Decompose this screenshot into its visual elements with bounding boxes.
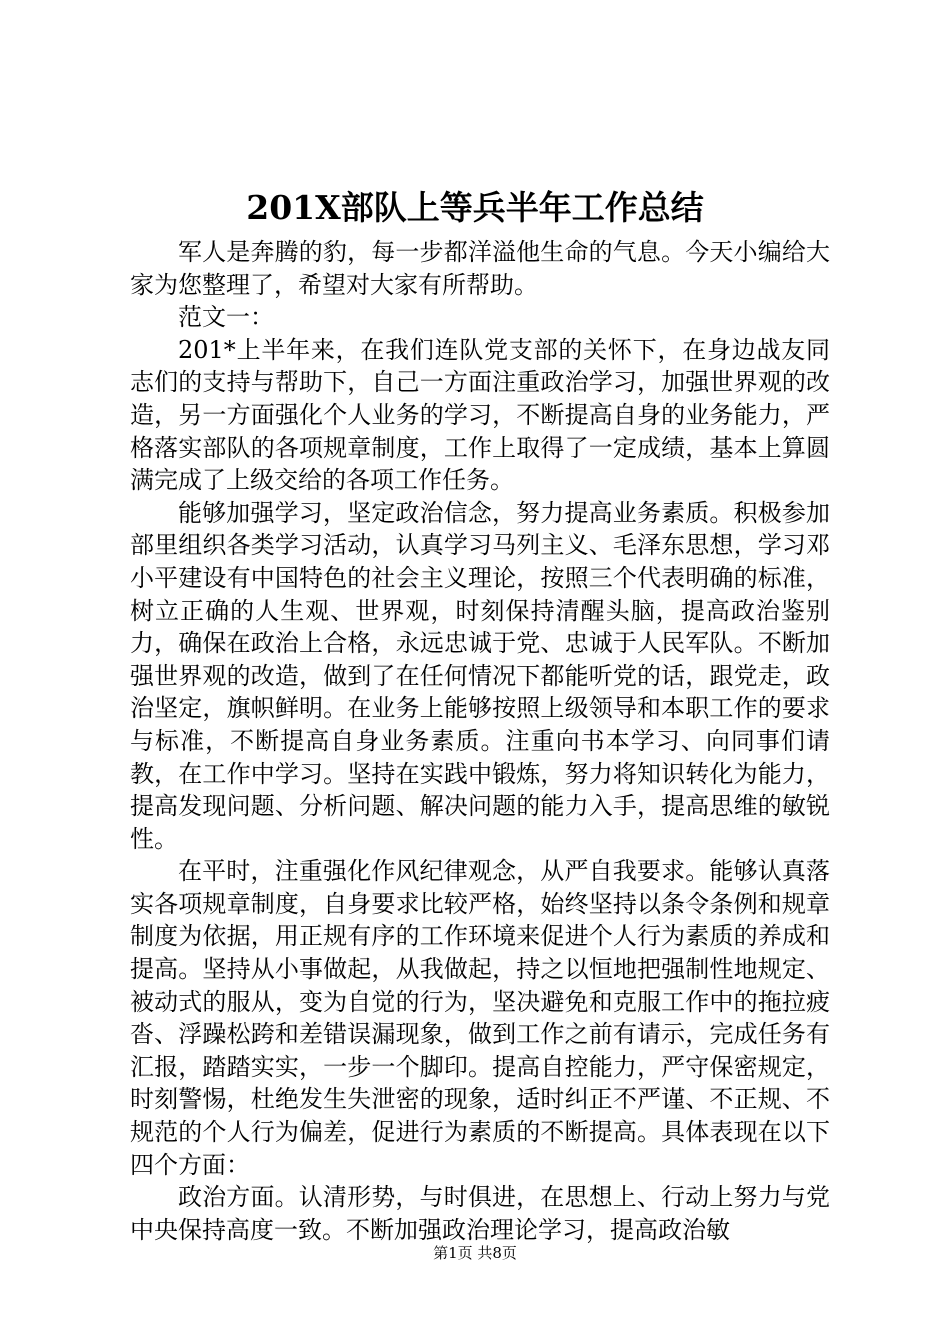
paragraph-politics: 政治方面。认清形势，与时俱进，在思想上、行动上努力与党中央保持高度一致。不断加强政治理论学习，提高政治敏 <box>130 1183 830 1244</box>
paragraph-sample-heading: 范文一： <box>178 303 274 332</box>
document-title: 201X部队上等兵半年工作总结 <box>246 188 704 227</box>
paragraph-study: 能够加强学习，坚定政治信念，努力提高业务素质。积极参加部里组织各类学习活动，认真学习马列主义、毛泽东思想，学习邓小平建设有中国特色的社会主义理论，按照三个代表明确的标准，树立正确的人生观、世界观，时刻保持清醒头脑，提高政治鉴别力，确保在政治上合格，永远忠诚于党、忠诚于人民军队。不断加强世界观的改造，做到了在任何情况下都能听党的话，跟党走，政治坚定，旗帜鲜明。在业务上能够按照上级领导和本职工作的要求与标准，不断提高自身业务素质。注重向书本学习、向同事们请教，在工作中学习。坚持在实践中锻炼，努力将知识转化为能力，提高发现问题、分析问题、解决问题的能力入手，提高思维的敏锐性。 <box>130 498 830 853</box>
page-number-footer: 第1页 共8页 <box>433 1244 517 1262</box>
document-body <box>130 236 830 1246</box>
paragraph-discipline: 在平时，注重强化作风纪律观念，从严自我要求。能够认真落实各项规章制度，自身要求比较严格，始终坚持以条令条例和规章制度为依据，用正规有序的工作环境来促进个人行为素质的养成和提高。坚持从小事做起，从我做起，持之以恒地把强制性地规定、被动式的服从，变为自觉的行为，坚决避免和克服工作中的拖拉疲沓、浮躁松跨和差错误漏现象，做到工作之前有请示，完成任务有汇报，踏踏实实，一步一个脚印。提高自控能力，严守保密规定，时刻警惕，杜绝发生失泄密的现象，适时纠正不严谨、不正规、不规范的个人行为偏差，促进行为素质的不断提高。具体表现在以下四个方面： <box>130 857 830 1179</box>
paragraph-intro: 军人是奔腾的豹，每一步都洋溢他生命的气息。今天小编给大家为您整理了，希望对大家有所帮助。 <box>130 238 830 299</box>
paragraph-overview: 201*上半年来，在我们连队党支部的关怀下，在身边战友同志们的支持与帮助下，自己一方面注重政治学习，加强世界观的改造，另一方面强化个人业务的学习，不断提高自身的业务能力，严格落实部队的各项规章制度，工作上取得了一定成绩，基本上算圆满完成了上级交给的各项工作任务。 <box>130 335 830 495</box>
